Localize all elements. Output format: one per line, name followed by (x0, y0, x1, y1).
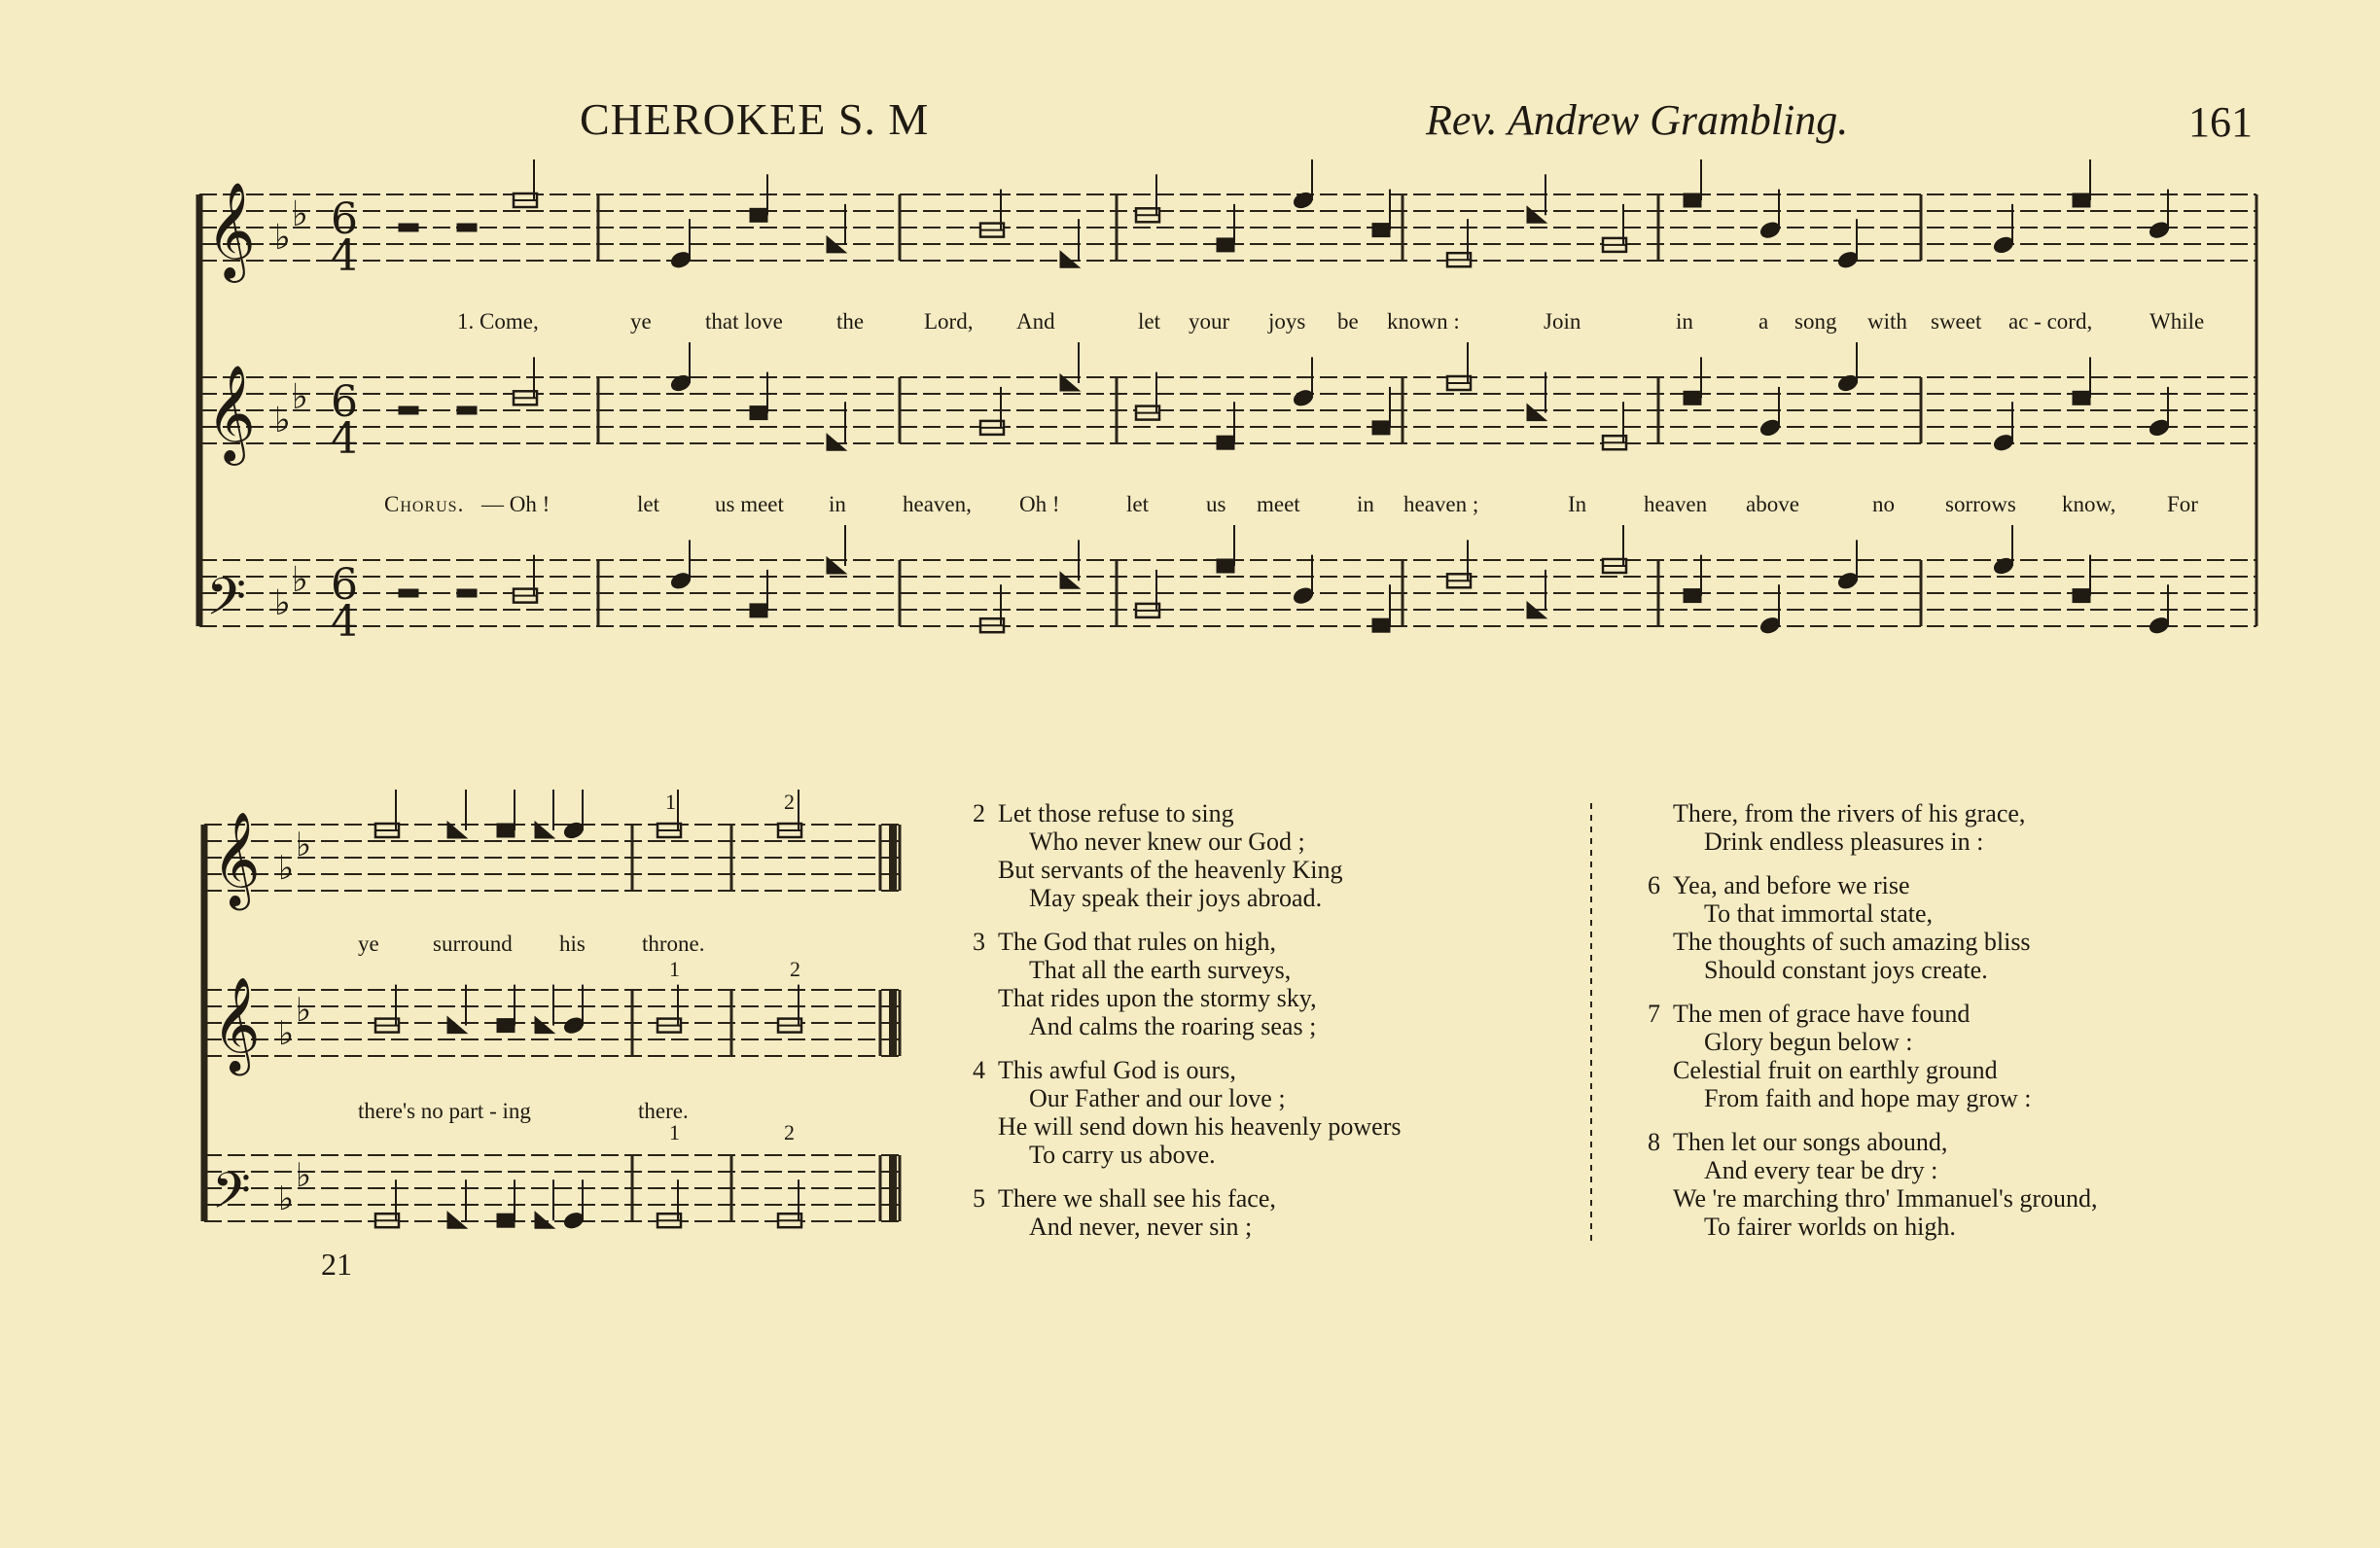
lyric-syllable: sweet (1931, 309, 1982, 334)
verse-line (1648, 827, 2270, 856)
verse-text: We 're marching thro' Immanuel's ground, (1673, 1184, 2098, 1213)
clef: 𝄢 (206, 568, 247, 640)
shape-note (447, 1212, 467, 1228)
lyric-syllable: meet (1257, 492, 1300, 516)
shape-note (535, 1017, 554, 1034)
verse-text: And every tear be dry : (1704, 1156, 1938, 1184)
shape-note (1684, 589, 1701, 603)
verse-stanza (973, 799, 1576, 912)
lyric-syllable: above (1746, 492, 1799, 516)
rest (399, 406, 418, 414)
clef: 6 (331, 377, 358, 427)
verse-line (973, 1213, 1576, 1241)
ending-1-label: 1 (669, 957, 680, 981)
verse-line (1648, 1213, 2270, 1241)
lyric-syllable: know, (2062, 492, 2116, 516)
lyric-syllable: us meet (715, 492, 784, 516)
clef: ♭ (292, 377, 308, 417)
lyric-syllable: sorrows (1945, 492, 2016, 516)
verses-column-1 (973, 799, 1576, 1256)
lyric-syllable: While (2149, 309, 2205, 334)
lyric-syllable: surround (433, 932, 513, 956)
lyric-syllable: 1. Come, (457, 309, 539, 334)
composer-name: Rev. Andrew Grambling. (1426, 96, 1849, 144)
clef: ♭ (278, 1179, 295, 1218)
verse-line (973, 928, 1576, 956)
signature-number: 21 (321, 1247, 352, 1282)
system1-lyrics-chorus (0, 492, 2380, 521)
verse-stanza (973, 1184, 1576, 1241)
clef: ♭ (296, 826, 312, 864)
ending-2-label: 2 (790, 957, 800, 981)
verse-stanza (1648, 1000, 2270, 1112)
shape-note (1372, 421, 1390, 435)
verse-line (973, 799, 1576, 827)
verse-text: But servants of the heavenly King (998, 856, 1343, 884)
lyric-syllable: joys (1268, 309, 1306, 334)
verse-line (973, 1184, 1576, 1213)
shape-note (497, 1214, 515, 1227)
verses-column-2 (1648, 799, 2270, 1256)
verse-line (1648, 799, 2270, 827)
shape-note (827, 434, 846, 450)
clef: 4 (331, 414, 358, 464)
shape-note (447, 1017, 467, 1034)
lyric-syllable: For (2167, 492, 2198, 516)
lyric-syllable: throne. (642, 932, 705, 956)
lyric-syllable: heaven (1644, 492, 1708, 516)
lyric-syllable: be (1337, 309, 1359, 334)
verse-text: There, from the rivers of his grace, (1673, 799, 2026, 827)
clef: ♭ (278, 1014, 295, 1053)
lyric-syllable: a (1758, 309, 1769, 334)
lyric-syllable: no (1872, 492, 1895, 516)
verse-line (973, 956, 1576, 984)
clef: 𝄞 (206, 365, 256, 462)
shape-note (497, 1019, 515, 1033)
shape-note (1217, 436, 1234, 449)
verse-line (973, 1012, 1576, 1040)
lyric-syllable: heaven, (903, 492, 972, 516)
verse-stanza (1648, 1128, 2270, 1241)
shape-note (1217, 559, 1234, 573)
verse-number: 2 (973, 799, 985, 827)
chorus-label: Chorus. (384, 492, 465, 516)
verse-stanza (973, 1056, 1576, 1169)
shape-note (1060, 572, 1080, 588)
page-number: 161 (2188, 98, 2253, 146)
verse-line (1648, 1000, 2270, 1028)
shape-note (750, 406, 767, 420)
verse-line (973, 1056, 1576, 1084)
clef: ♭ (274, 401, 291, 440)
verse-number: 5 (973, 1184, 985, 1213)
verse-text: Should constant joys create. (1704, 956, 1988, 984)
verse-line (973, 1141, 1576, 1169)
verse-text: There we shall see his face, (998, 1184, 1276, 1213)
shape-note (535, 1212, 554, 1228)
shape-note (750, 208, 767, 222)
shape-note (1372, 224, 1390, 237)
verse-text: Our Father and our love ; (1029, 1084, 1286, 1112)
rest (399, 589, 418, 597)
clef: 6 (331, 194, 358, 244)
clef: 𝄢 (212, 1161, 251, 1232)
lyric-syllable: Lord, (924, 309, 974, 334)
verse-line (1648, 1056, 2270, 1084)
shape-note (1527, 206, 1546, 223)
verse-text: And calms the roaring seas ; (1029, 1012, 1317, 1040)
shape-note (1527, 405, 1546, 421)
verse-line (1648, 1156, 2270, 1184)
lyric-syllable: In (1568, 492, 1587, 516)
clef: ♭ (292, 194, 308, 234)
verse-line (973, 856, 1576, 884)
lyric-syllable: ac - cord, (2008, 309, 2093, 334)
ending-1-label: 1 (665, 790, 676, 814)
verse-stanza (1648, 799, 2270, 856)
lyric-syllable: known : (1387, 309, 1460, 334)
verse-text: The men of grace have found (1673, 1000, 1971, 1028)
lyric-syllable: let (1138, 309, 1160, 334)
verse-text: Celestial fruit on earthly ground (1673, 1056, 1998, 1084)
verse-text: May speak their joys abroad. (1029, 884, 1323, 912)
shape-note (2073, 589, 2090, 603)
lyric-syllable: in (829, 492, 846, 516)
hymn-title: CHEROKEE S. M (580, 94, 930, 144)
shape-note (1684, 391, 1701, 405)
rest (457, 406, 477, 414)
clef: 4 (331, 597, 358, 647)
lyric-syllable: in (1676, 309, 1693, 334)
lyric-syllable: Oh ! (1019, 492, 1060, 516)
lyric-syllable: And (1016, 309, 1055, 334)
verse-text: That all the earth surveys, (1029, 956, 1292, 984)
verse-text: Who never knew our God ; (1029, 827, 1305, 856)
verse-line (973, 1084, 1576, 1112)
ending-2-label: 2 (784, 790, 795, 814)
verse-line (1648, 1184, 2270, 1213)
verse-line (973, 827, 1576, 856)
verse-text: Glory begun below : (1704, 1028, 1913, 1056)
clef: ♭ (278, 849, 295, 888)
clef: 4 (331, 231, 358, 281)
clef: ♭ (296, 1156, 312, 1195)
clef: ♭ (274, 583, 291, 623)
lyric-syllable: with (1867, 309, 1907, 334)
lyric-syllable: heaven ; (1403, 492, 1479, 516)
shape-note (1684, 194, 1701, 207)
verse-text: From faith and hope may grow : (1704, 1084, 2032, 1112)
lyric-syllable: that love (705, 309, 783, 334)
verse-text: This awful God is ours, (998, 1056, 1236, 1084)
verse-text: That rides upon the stormy sky, (998, 984, 1317, 1012)
system1-lyrics-top (0, 309, 2380, 338)
clef: ♭ (296, 991, 312, 1030)
verse-number: 8 (1648, 1128, 1660, 1156)
clef: ♭ (292, 560, 308, 600)
verse-number: 6 (1648, 871, 1660, 899)
verse-number: 7 (1648, 1000, 1660, 1028)
verse-line (1648, 1084, 2270, 1112)
lyric-syllable: let (1126, 492, 1149, 516)
verse-line (1648, 1028, 2270, 1056)
shape-note (497, 824, 515, 837)
verse-stanza (1648, 871, 2270, 984)
shape-note (2073, 391, 2090, 405)
verse-line (1648, 871, 2270, 899)
clef: 6 (331, 560, 358, 610)
shape-note (1217, 238, 1234, 252)
lyric-syllable: in (1357, 492, 1374, 516)
verse-line (1648, 1128, 2270, 1156)
verse-text: Yea, and before we rise (1673, 871, 1910, 899)
shape-note (2073, 194, 2090, 207)
lyric-syllable: there. (638, 1099, 689, 1123)
verse-text: Let those refuse to sing (998, 799, 1234, 827)
verse-line (1648, 899, 2270, 928)
lyric-syllable: ye (358, 932, 379, 956)
lyric-syllable: there's no part - ing (358, 1099, 531, 1123)
verse-text: The thoughts of such amazing bliss (1673, 928, 2031, 956)
verse-line (1648, 928, 2270, 956)
ending-2-label: 2 (784, 1120, 795, 1144)
verse-number: 3 (973, 928, 985, 956)
verse-line (973, 984, 1576, 1012)
lyric-syllable: your (1189, 309, 1230, 334)
lyric-syllable: his (559, 932, 586, 956)
shape-note (750, 604, 767, 617)
verse-text: Drink endless pleasures in : (1704, 827, 1984, 856)
verse-text: The God that rules on high, (998, 928, 1276, 956)
shape-note (1372, 618, 1390, 632)
verse-text: To fairer worlds on high. (1704, 1213, 1956, 1241)
rest (457, 589, 477, 597)
clef: 𝄞 (206, 182, 256, 279)
verse-text: He will send down his heavenly powers (998, 1112, 1402, 1141)
lyric-syllable: — Oh ! (481, 492, 551, 516)
verse-stanza (973, 928, 1576, 1040)
verse-line (973, 884, 1576, 912)
clef: 𝄞 (212, 811, 261, 906)
rest (399, 224, 418, 231)
lyric-syllable: us (1206, 492, 1226, 516)
clef: ♭ (274, 218, 291, 258)
clef: 𝄞 (212, 976, 261, 1072)
ending-1-label: 1 (669, 1120, 680, 1144)
lyric-syllable: let (637, 492, 659, 516)
lyric-syllable: Join (1544, 309, 1581, 334)
lyric-syllable: the (836, 309, 865, 334)
rest (457, 224, 477, 231)
shape-note (1060, 251, 1080, 267)
verse-text: And never, never sin ; (1029, 1213, 1253, 1241)
verse-line (973, 1112, 1576, 1141)
lyric-syllable: ye (630, 309, 652, 334)
lyric-syllable: song (1794, 309, 1837, 334)
verse-number: 4 (973, 1056, 985, 1084)
verse-text: To that immortal state, (1704, 899, 1934, 928)
verse-text: To carry us above. (1029, 1141, 1216, 1169)
verse-text: Then let our songs abound, (1673, 1128, 1948, 1156)
verse-line (1648, 956, 2270, 984)
